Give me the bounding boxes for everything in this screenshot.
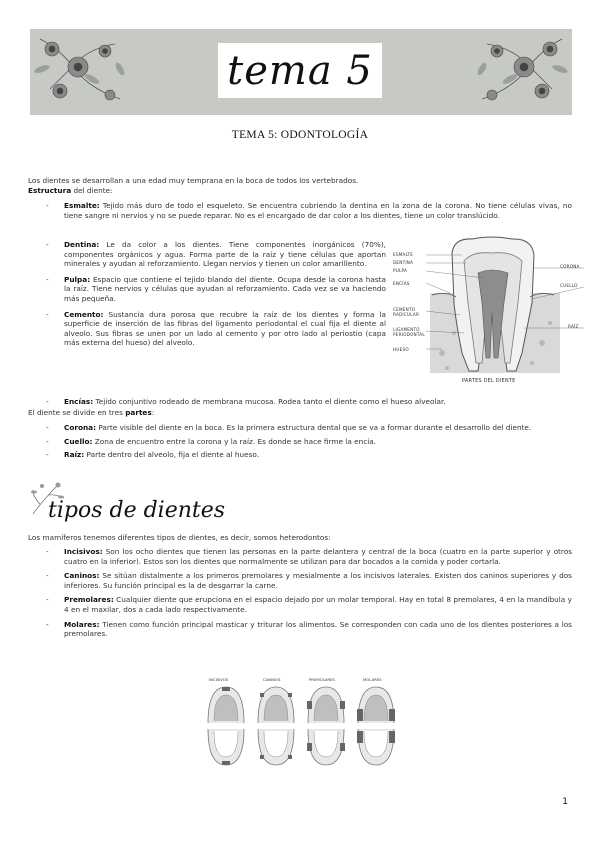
term-pulpa: Pulpa: — [64, 274, 91, 284]
label-dentina: DENTINA — [393, 260, 414, 265]
desc-molares: Tienen como función principal masticar y triturar los alimentos. Se corresponden con cada uno de los dientes posteriores a los premolares. — [64, 619, 572, 639]
list-item-cemento: - Cemento: Sustancia dura porosa que recubre la raíz de los dientes y forma la superficie de inserción de las fibras del ligamento periodontal el cual fija el diente al alveolo. Sus fibras se unen por un lado al cemento y por otro lado al periostio (capa más externa del hueso) del alveolo. — [46, 309, 386, 348]
types-heading: tipos de dientes — [48, 498, 226, 523]
term-corona: Corona: — [64, 423, 97, 432]
term-molares: Molares: — [64, 619, 100, 629]
desc-raiz: Parte dentro del alveolo, fija el diente al hueso. — [84, 450, 260, 460]
flower-decoration-left-icon — [30, 29, 130, 115]
flower-decoration-right-icon — [472, 29, 572, 115]
parts-heading-term: partes — [125, 408, 152, 417]
page-title: tema 5 — [227, 47, 373, 94]
jaw-label-caninos: CANINOS — [263, 677, 281, 682]
term-premolares: Premolares: — [64, 595, 114, 605]
structure-heading-rest: del diente: — [71, 186, 113, 195]
list-item-caninos: - Caninos: Se sitúan distalmente a los primeros premolares y mesialmente a los incisivos laterales. Existen dos caninos superiores y dos inferiores. Su función principal es la de desgarrar la carne. — [46, 571, 572, 590]
structure-heading-term: Estructura — [28, 186, 72, 195]
desc-cuello: Zona de encuentro entre la corona y la raíz. Es donde se hace firme la encía. — [92, 436, 377, 446]
label-cemento-radicular: CEMENTO RADICULAR — [393, 307, 420, 317]
term-cuello: Cuello: — [64, 436, 93, 446]
desc-pulpa: Espacio que contiene el tejido blando del diente. Ocupa desde la corona hasta la raíz. Tiene nervios y células que ayudan al reforzamiento. Cada vez se va haciendo más pequeña. — [64, 274, 386, 303]
term-encias: Encías: — [64, 397, 94, 406]
structure-list-3 — [46, 397, 572, 407]
desc-incisivos: Son los ocho dientes que tienen las personas en la parte delantera y central de la boca (cuatro en la parte superior y otros cuatro en la inferior). Estos son los dientes que normalmente se utilizan para dar bocados a la comida y poder cortarla. — [64, 547, 572, 566]
desc-encias: Tejido conjuntivo rodeado de membrana mucosa. Rodea tanto el diente como el hueso alveolar. — [93, 397, 446, 406]
label-hueso: HUESO — [393, 347, 409, 352]
parts-heading-post: : — [151, 408, 155, 417]
term-raiz: Raíz: — [64, 450, 85, 460]
desc-esmalte: Tejido más duro de todo el esqueleto. Se encuentra cubriendo la dentina en la zona de la corona. No tiene células vivas, no tiene sangre ni nervios y no se puede reparar. No es el encargado de dar color a los dientes, tiene un color translúcido. — [64, 201, 572, 220]
label-encias: ENCÍAS — [393, 281, 410, 286]
desc-premolares: Cualquier diente que erupciona en el espacio dejado por un molar temporal. Hay en total 8 premolares, 4 en la mandíbula y 4 en el maxilar, dos a cada lado respectivamente. — [64, 595, 572, 614]
label-ligamento-periodontal: LIGAMENTO PERIODONTAL — [393, 327, 425, 337]
parts-heading-pre: El diente se divide en tres — [28, 408, 126, 417]
parts-list — [46, 423, 572, 460]
structure-heading — [28, 186, 568, 196]
list-item-cuello: - Cuello: Zona de encuentro entre la corona y la raíz. Es donde se hace firme la encía. — [46, 436, 377, 446]
figure-caption: PARTES DEL DIENTE — [462, 378, 516, 384]
term-dentina: Dentina: — [64, 240, 100, 249]
label-esmalte: ESMALTE — [393, 252, 414, 257]
list-item-raiz: - Raíz: Parte dentro del alveolo, fija el diente al hueso. — [46, 450, 260, 460]
desc-dentina: Le da color a los dientes. Tiene componentes inorgánicos (70%), componentes orgánicos y agua. Forma parte de la raíz y tiene células que aportan minerales y ayudan al reforzamiento. Llegan nervios y tienen un color amarillento. — [64, 240, 386, 269]
jaw-diagrams-icon — [205, 683, 395, 769]
types-intro: Los mamíferos tenemos diferentes tipos de dientes, es decir, somos heterodontos: — [28, 533, 331, 542]
term-cemento: Cemento: — [64, 309, 104, 319]
label-corona: CORONA — [560, 264, 580, 269]
section-subtitle: TEMA 5: ODONTOLOGÍA — [231, 129, 369, 141]
list-item-premolares: - Premolares: Cualquier diente que erupciona en el espacio dejado por un molar temporal. Hay en total 8 premolares, 4 en la mandíbula y 4 en el maxilar, dos a cada lado respectivamente. — [46, 595, 572, 614]
label-cuello: CUELLO — [560, 283, 578, 288]
types-list — [46, 547, 572, 639]
jaw-label-premolares: PREMOLARES — [309, 677, 335, 682]
desc-corona: Parte visible del diente en la boca. Es la primera estructura dental que se va a formar durante el desarrollo del diente. — [96, 423, 532, 432]
list-item-encias: - Encías: Tejido conjuntivo rodeado de membrana mucosa. Rodea tanto el diente como el hueso alveolar. — [46, 397, 446, 406]
page-number: 1 — [562, 797, 568, 807]
jaw-illustrations — [205, 677, 395, 769]
term-incisivos: Incisivos: — [64, 547, 103, 556]
term-caninos: Caninos: — [64, 571, 100, 581]
list-item-corona: - Corona: Parte visible del diente en la boca. Es la primera estructura dental que se va a formar durante el desarrollo del diente. — [46, 423, 532, 432]
desc-caninos: Se sitúan distalmente a los primeros premolares y mesialmente a los incisivos laterales. Existen dos caninos superiores y dos inferiores. Su función principal es la de desgarrar la carne. — [64, 571, 572, 590]
list-item-molares: - Molares: Tienen como función principal masticar y triturar los alimentos. Se corresponden con cada uno de los dientes posteriores a los premolares. — [46, 619, 572, 639]
list-item-incisivos: - Incisivos: Son los ocho dientes que tienen las personas en la parte delantera y central de la boca (cuatro en la parte superior y otros cuatro en la inferior). Estos son los dientes que normalmente se utilizan para dar bocados a la comida y poder cortarla. — [46, 547, 572, 566]
tooth-diagram — [392, 233, 584, 388]
label-pulpa: PULPA — [393, 268, 408, 273]
intro-paragraph: Los dientes se desarrollan a una edad muy temprana en la boca de todos los vertebrados. — [28, 176, 359, 185]
parts-heading — [28, 408, 568, 418]
jaw-label-molares: MOLARES — [363, 677, 382, 682]
structure-list-1 — [46, 201, 572, 220]
jaw-label-incisivos: INCISIVOS — [209, 677, 229, 682]
list-item-dentina: - Dentina: Le da color a los dientes. Tiene componentes inorgánicos (70%), componentes orgánicos y agua. Forma parte de la raíz y tiene células que aportan minerales y ayudan al reforzamiento. Llegan nervios y tienen un color amarillento. — [46, 240, 386, 269]
list-item-esmalte: - Esmalte: Tejido más duro de todo el esqueleto. Se encuentra cubriendo la dentina en la zona de la corona. No tiene células vivas, no tiene sangre ni nervios y no se puede reparar. No es el encargado de dar color a los dientes, tiene un color translúcido. — [46, 201, 572, 220]
title-box — [218, 43, 382, 98]
label-raiz: RAÍZ — [568, 324, 579, 329]
term-esmalte: Esmalte: — [64, 201, 100, 210]
desc-cemento: Sustancia dura porosa que recubre la raíz de los dientes y forma la superficie de inserción de las fibras del ligamento periodontal el cual fija el diente al alveolo. Sus fibras se unen por un lado al cemento y por otro lado al periostio (capa más externa del hueso) del alveolo. — [64, 309, 386, 348]
structure-list-2 — [46, 240, 386, 348]
list-item-pulpa: - Pulpa: Espacio que contiene el tejido blando del diente. Ocupa desde la corona hasta la raíz. Tiene nervios y células que ayudan al reforzamiento. Cada vez se va haciendo más pequeña. — [46, 274, 386, 303]
